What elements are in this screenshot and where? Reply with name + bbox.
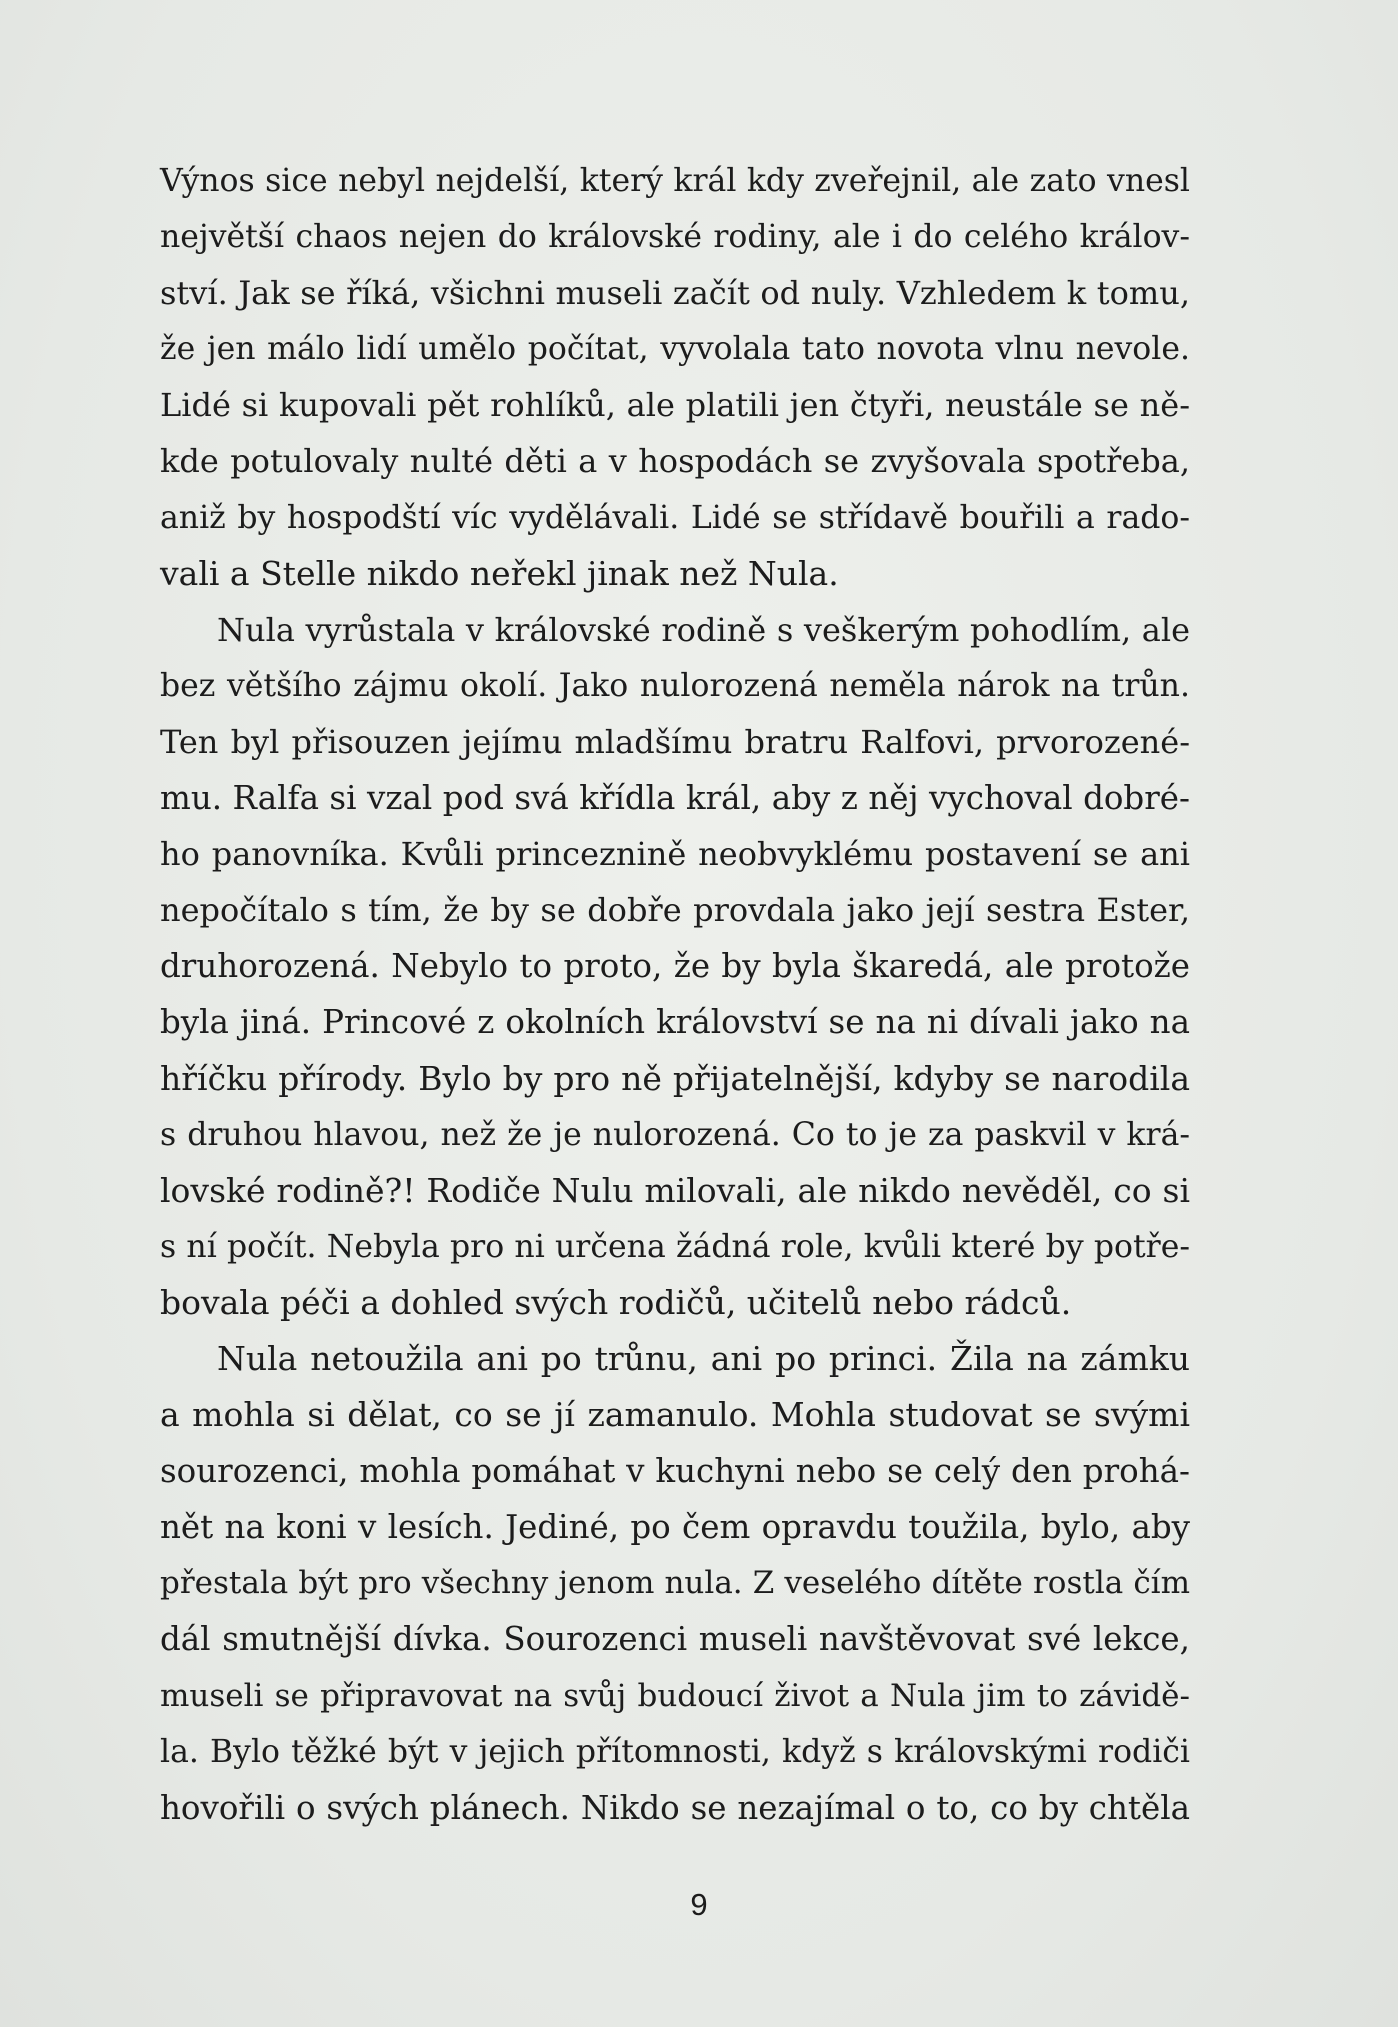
body-text [160, 153, 1190, 1836]
text-line: nepočítalo s tím, že by se dobře provdala jako její sestra Ester, [160, 891, 1190, 930]
text-line: největší chaos nejen do královské rodiny, ale i do celého králov- [160, 219, 1190, 256]
text-line: bez většího zájmu okolí. Jako nulorozená neměla nárok na trůn. [160, 667, 1190, 704]
text-line: byla jiná. Princové z okolních království se na ni dívali jako na [160, 1003, 1190, 1042]
text-line: lovské rodině?! Rodiče Nulu milovali, ale nikdo nevěděl, co si [160, 1170, 1190, 1210]
text-line: přestala být pro všechny jenom nula. Z veselého dítěte rostla čím [160, 1565, 1190, 1602]
text-line: hříčku přírody. Bylo by pro ně přijatelnější, kdyby se narodila [160, 1058, 1190, 1098]
text-line: Nula netoužila ani po trůnu, ani po princi. Žila na zámku [217, 1338, 1190, 1378]
text-line: ství. Jak se říká, všichni museli začít od nuly. Vzhledem k tomu, [160, 274, 1190, 313]
text-line: nět na koni v lesích. Jediné, po čem opravdu toužila, bylo, aby [160, 1508, 1190, 1547]
text-line: že jen málo lidí umělo počítat, vyvolala tato novota vlnu nevole. [160, 331, 1190, 368]
text-line: dál smutnější dívka. Sourozenci museli navštěvovat své lekce, [160, 1620, 1190, 1659]
text-line: Lidé si kupovali pět rohlíků, ale platili jen čtyři, neustále se ně- [160, 386, 1190, 425]
text-line: ho panovníka. Kvůli princeznině neobvyklému postavení se ani [160, 835, 1190, 874]
text-line: druhorozená. Nebylo to proto, že by byla škaredá, ale protože [160, 947, 1190, 986]
text-line: s druhou hlavou, než že je nulorozená. Co to je za paskvil v krá- [160, 1116, 1190, 1153]
text-line: mu. Ralfa si vzal pod svá křídla král, aby z něj vychoval dobré- [160, 779, 1190, 818]
text-line: sourozenci, mohla pomáhat v kuchyni nebo se celý den prohá- [160, 1452, 1190, 1491]
text-line: aniž by hospodští víc vydělávali. Lidé se střídavě bouřili a rado- [160, 499, 1190, 536]
text-line: a mohla si dělat, co se jí zamanulo. Mohla studovat se svými [160, 1395, 1190, 1435]
text-line: Výnos sice nebyl nejdelší, který král kdy zveřejnil, ale zato vnesl [160, 163, 1190, 199]
text-line: Ten byl přisouzen jejímu mladšímu bratru Ralfovi, prvorozené- [160, 722, 1190, 761]
text-line: kde potulovaly nulté děti a v hospodách se zvyšovala spotřeba, [160, 442, 1190, 481]
text-line: bovala péči a dohled svých rodičů, učitelů nebo rádců. [160, 1282, 1072, 1322]
text-line: la. Bylo těžké být v jejich přítomnosti, když s královskými rodiči [160, 1733, 1190, 1770]
text-line: hovořili o svých plánech. Nikdo se nezajímal o to, co by chtěla [160, 1788, 1190, 1827]
text-line: museli se připravovat na svůj budoucí život a Nula jim to závidě- [160, 1677, 1190, 1714]
text-line: Nula vyrůstala v královské rodině s veškerým pohodlím, ale [217, 610, 1190, 649]
text-line: vali a Stelle nikdo neřekl jinak než Nula. [160, 553, 839, 593]
page-number: 9 [690, 1887, 708, 1922]
text-line: s ní počít. Nebyla pro ni určena žádná role, kvůli které by potře- [160, 1228, 1190, 1265]
